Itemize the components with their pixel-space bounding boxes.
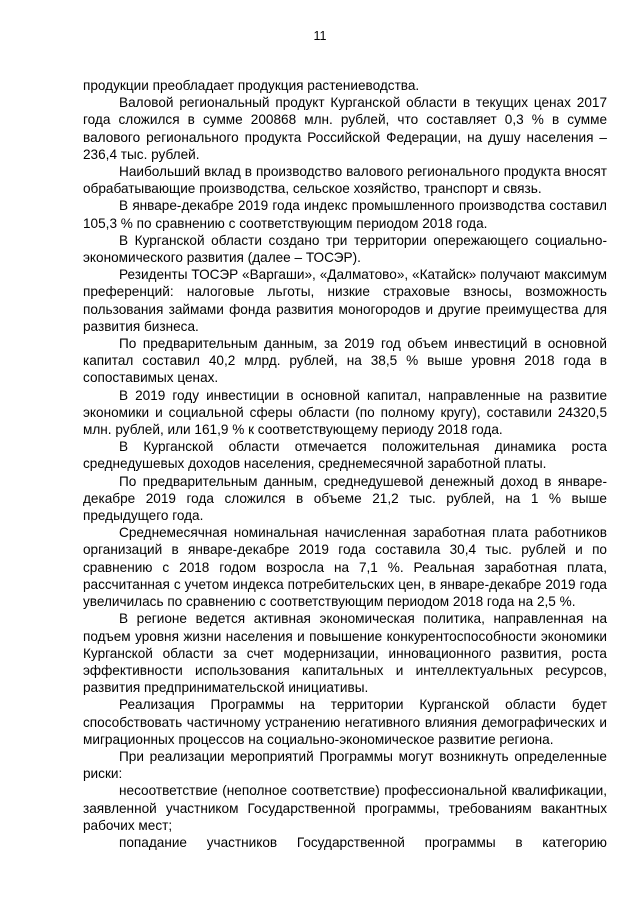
body-text: [83, 77, 607, 851]
paragraph: Среднемесячная номинальная начисленная заработная плата работников организаций в январе-декабре 2019 года составила 30,4 тыс. рублей и по сравнению с 2018 годом возросла на 7,1 %. Реальная заработная плата, рассчитанная с учетом индекса потребительских цен, в январе-декабре 2019 года увеличилась по сравнению с соответствующим периодом 2018 года на 2,5 %.: [83, 525, 607, 610]
paragraph: По предварительным данным, за 2019 год объем инвестиций в основной капитал составил 40,2 млрд. рублей, на 38,5 % выше уровня 2018 года в сопоставимых ценах.: [83, 336, 607, 386]
paragraph: В регионе ведется активная экономическая политика, направленная на подъем уровня жизни населения и повышение конкурентоспособности экономики Курганской области за счет модернизации, инновационного развития, роста эффективности использования капитальных и интеллектуальных ресурсов, развития предпринимательской инициативы.: [83, 611, 607, 696]
paragraph: Реализация Программы на территории Курганской области будет способствовать частичному устранению негативного влияния демографических и миграционных процессов на социально-экономическое развитие региона.: [83, 697, 607, 747]
paragraph: В Курганской области создано три территории опережающего социально-экономического развития (далее – ТОСЭР).: [83, 232, 607, 266]
page-number: 11: [313, 29, 327, 43]
paragraph: Резиденты ТОСЭР «Варгаши», «Далматово», «Катайск» получают максимум преференций: налоговые льготы, низкие страховые взносы, возможность пользования займами фонда развития моногородов и другие преимущества для развития бизнеса.: [83, 267, 607, 334]
paragraph: продукции преобладает продукция растениеводства.: [83, 78, 420, 93]
paragraph: Наибольший вклад в производство валового регионального продукта вносят обрабатывающие производства, сельское хозяйство, транспорт и связь.: [83, 164, 607, 197]
paragraph: В январе-декабре 2019 года индекс промышленного производства составил 105,3 % по сравнению с соответствующим периодом 2018 года.: [83, 198, 607, 231]
paragraph: При реализации мероприятий Программы могут возникнуть определенные риски:: [83, 748, 607, 782]
paragraph: В 2019 году инвестиции в основной капитал, направленные на развитие экономики и социальной сферы области (по полному кругу), составили 24320,5 млн. рублей, или 161,9 % к соответствующему периоду 2018 года.: [83, 387, 607, 438]
paragraph: В Курганской области отмечается положительная динамика роста среднедушевых доходов населения, среднемесячной заработной платы.: [83, 439, 607, 472]
paragraph: По предварительным данным, среднедушевой денежный доход в январе-декабре 2019 года сложился в объеме 21,2 тыс. рублей, на 1 % выше предыдущего года.: [83, 473, 607, 524]
paragraph: Валовой региональный продукт Курганской области в текущих ценах 2017 года сложился в сумме 200868 млн. рублей, что составляет 0,3 % в сумме валового регионального продукта Российской Федерации, на душу населения – 236,4 тыс. рублей.: [83, 95, 607, 162]
paragraph: несоответствие (неполное соответствие) профессиональной квалификации, заявленной участником Государственной программы, требованиям вакантных рабочих мест;: [83, 783, 607, 833]
paragraph: попадание участников Государственной программы в категорию: [119, 834, 607, 850]
